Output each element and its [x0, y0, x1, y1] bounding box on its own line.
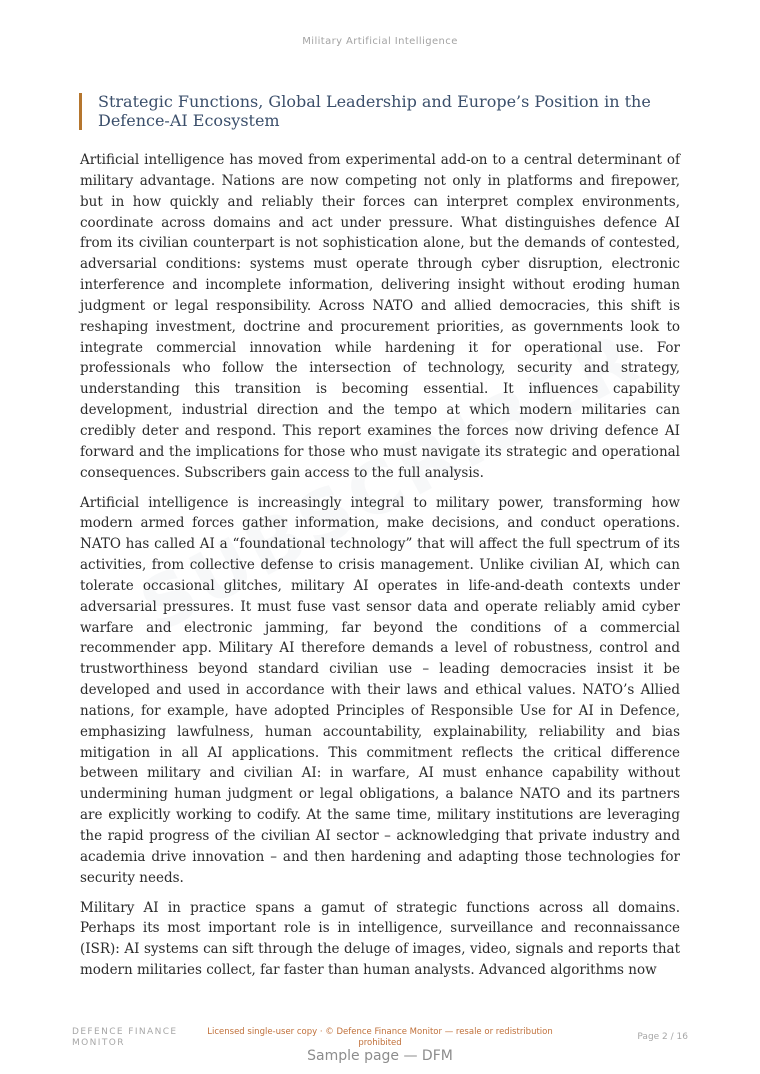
paragraph-2: Artificial intelligence is increasingly integral to military power, transforming how modern armed forces gather information, make decisions, and conduct operations. NATO has called AI a “foundational technology” that will affect the full spectrum of its activities, from collective defense to crisis management. Unlike civilian AI, which can tolerate occasional glitches, military AI operates in life-and-death contexts under adversarial pressures. It must fuse vast sensor data and operate reliably amid cyber warfare and electronic jamming, far beyond the conditions of a commercial recommender app. Military AI therefore demands a level of robustness, control and trustworthiness beyond standard civilian use – leading democracies insist it be developed and used in accordance with their laws and ethical values. NATO’s Allied nations, for example, have adopted Principles of Responsible Use for AI in Defence, emphasizing lawfulness, human accountability, explainability, reliability and bias mitigation in all AI applications. This commitment reflects the critical difference between military and civilian AI: in warfare, AI must enhance capability without undermining human judgment or legal obligations, a balance NATO and its partners are explicitly working to codify. At the same time, military institutions are leveraging the rapid progress of the civilian AI sector – acknowledging that private industry and academia drive innovation – and then hardening and adapting those technologies for security needs. [80, 494, 680, 886]
license-notice: Licensed single-user copy · © Defence Finance Monitor — resale or redistribution prohibited [207, 1027, 553, 1048]
page-number: Page 2 / 16 [637, 1032, 688, 1042]
footer-brand: DEFENCE FINANCE MONITOR [72, 1027, 178, 1048]
body-text [80, 150, 680, 990]
page-footer [0, 1027, 760, 1049]
section-title: Strategic Functions, Global Leadership and Europe’s Position in the Defence-AI Ecosystem [79, 93, 679, 130]
paragraph-1: Artificial intelligence has moved from experimental add-on to a central determinant of military advantage. Nations are now competing not only in platforms and firepower, but in how quickly and reliably their forces can interpret complex environments, coordinate across domains and act under pressure. What distinguishes defence AI from its civilian counterpart is not sophistication alone, but the demands of contested, adversarial conditions: systems must operate through cyber disruption, electronic interference and incomplete information, delivering insight without eroding human judgment or legal responsibility. Across NATO and allied democracies, this shift is reshaping investment, doctrine and procurement priorities, as governments look to integrate commercial innovation while hardening it for operational use. For professionals who follow the intersection of technology, security and strategy, understanding this transition is becoming essential. It influences capability development, industrial direction and the tempo at which modern militaries can credibly deter and respond. This report examines the forces now driving defence AI forward and the implications for those who must navigate its strategic and operational consequences. Subscribers gain access to the full analysis. [80, 152, 680, 481]
paragraph-3: Military AI in practice spans a gamut of strategic functions across all domains. Perhaps its most important role is in intelligence, surveillance and reconnaissance (ISR): AI systems can sift through the deluge of images, video, signals and reports that modern militaries collect, far faster than human analysts. Advanced algorithms now [80, 899, 680, 979]
running-header: Military Artificial Intelligence [302, 36, 458, 47]
sample-caption: Sample page — DFM [307, 1048, 453, 1064]
